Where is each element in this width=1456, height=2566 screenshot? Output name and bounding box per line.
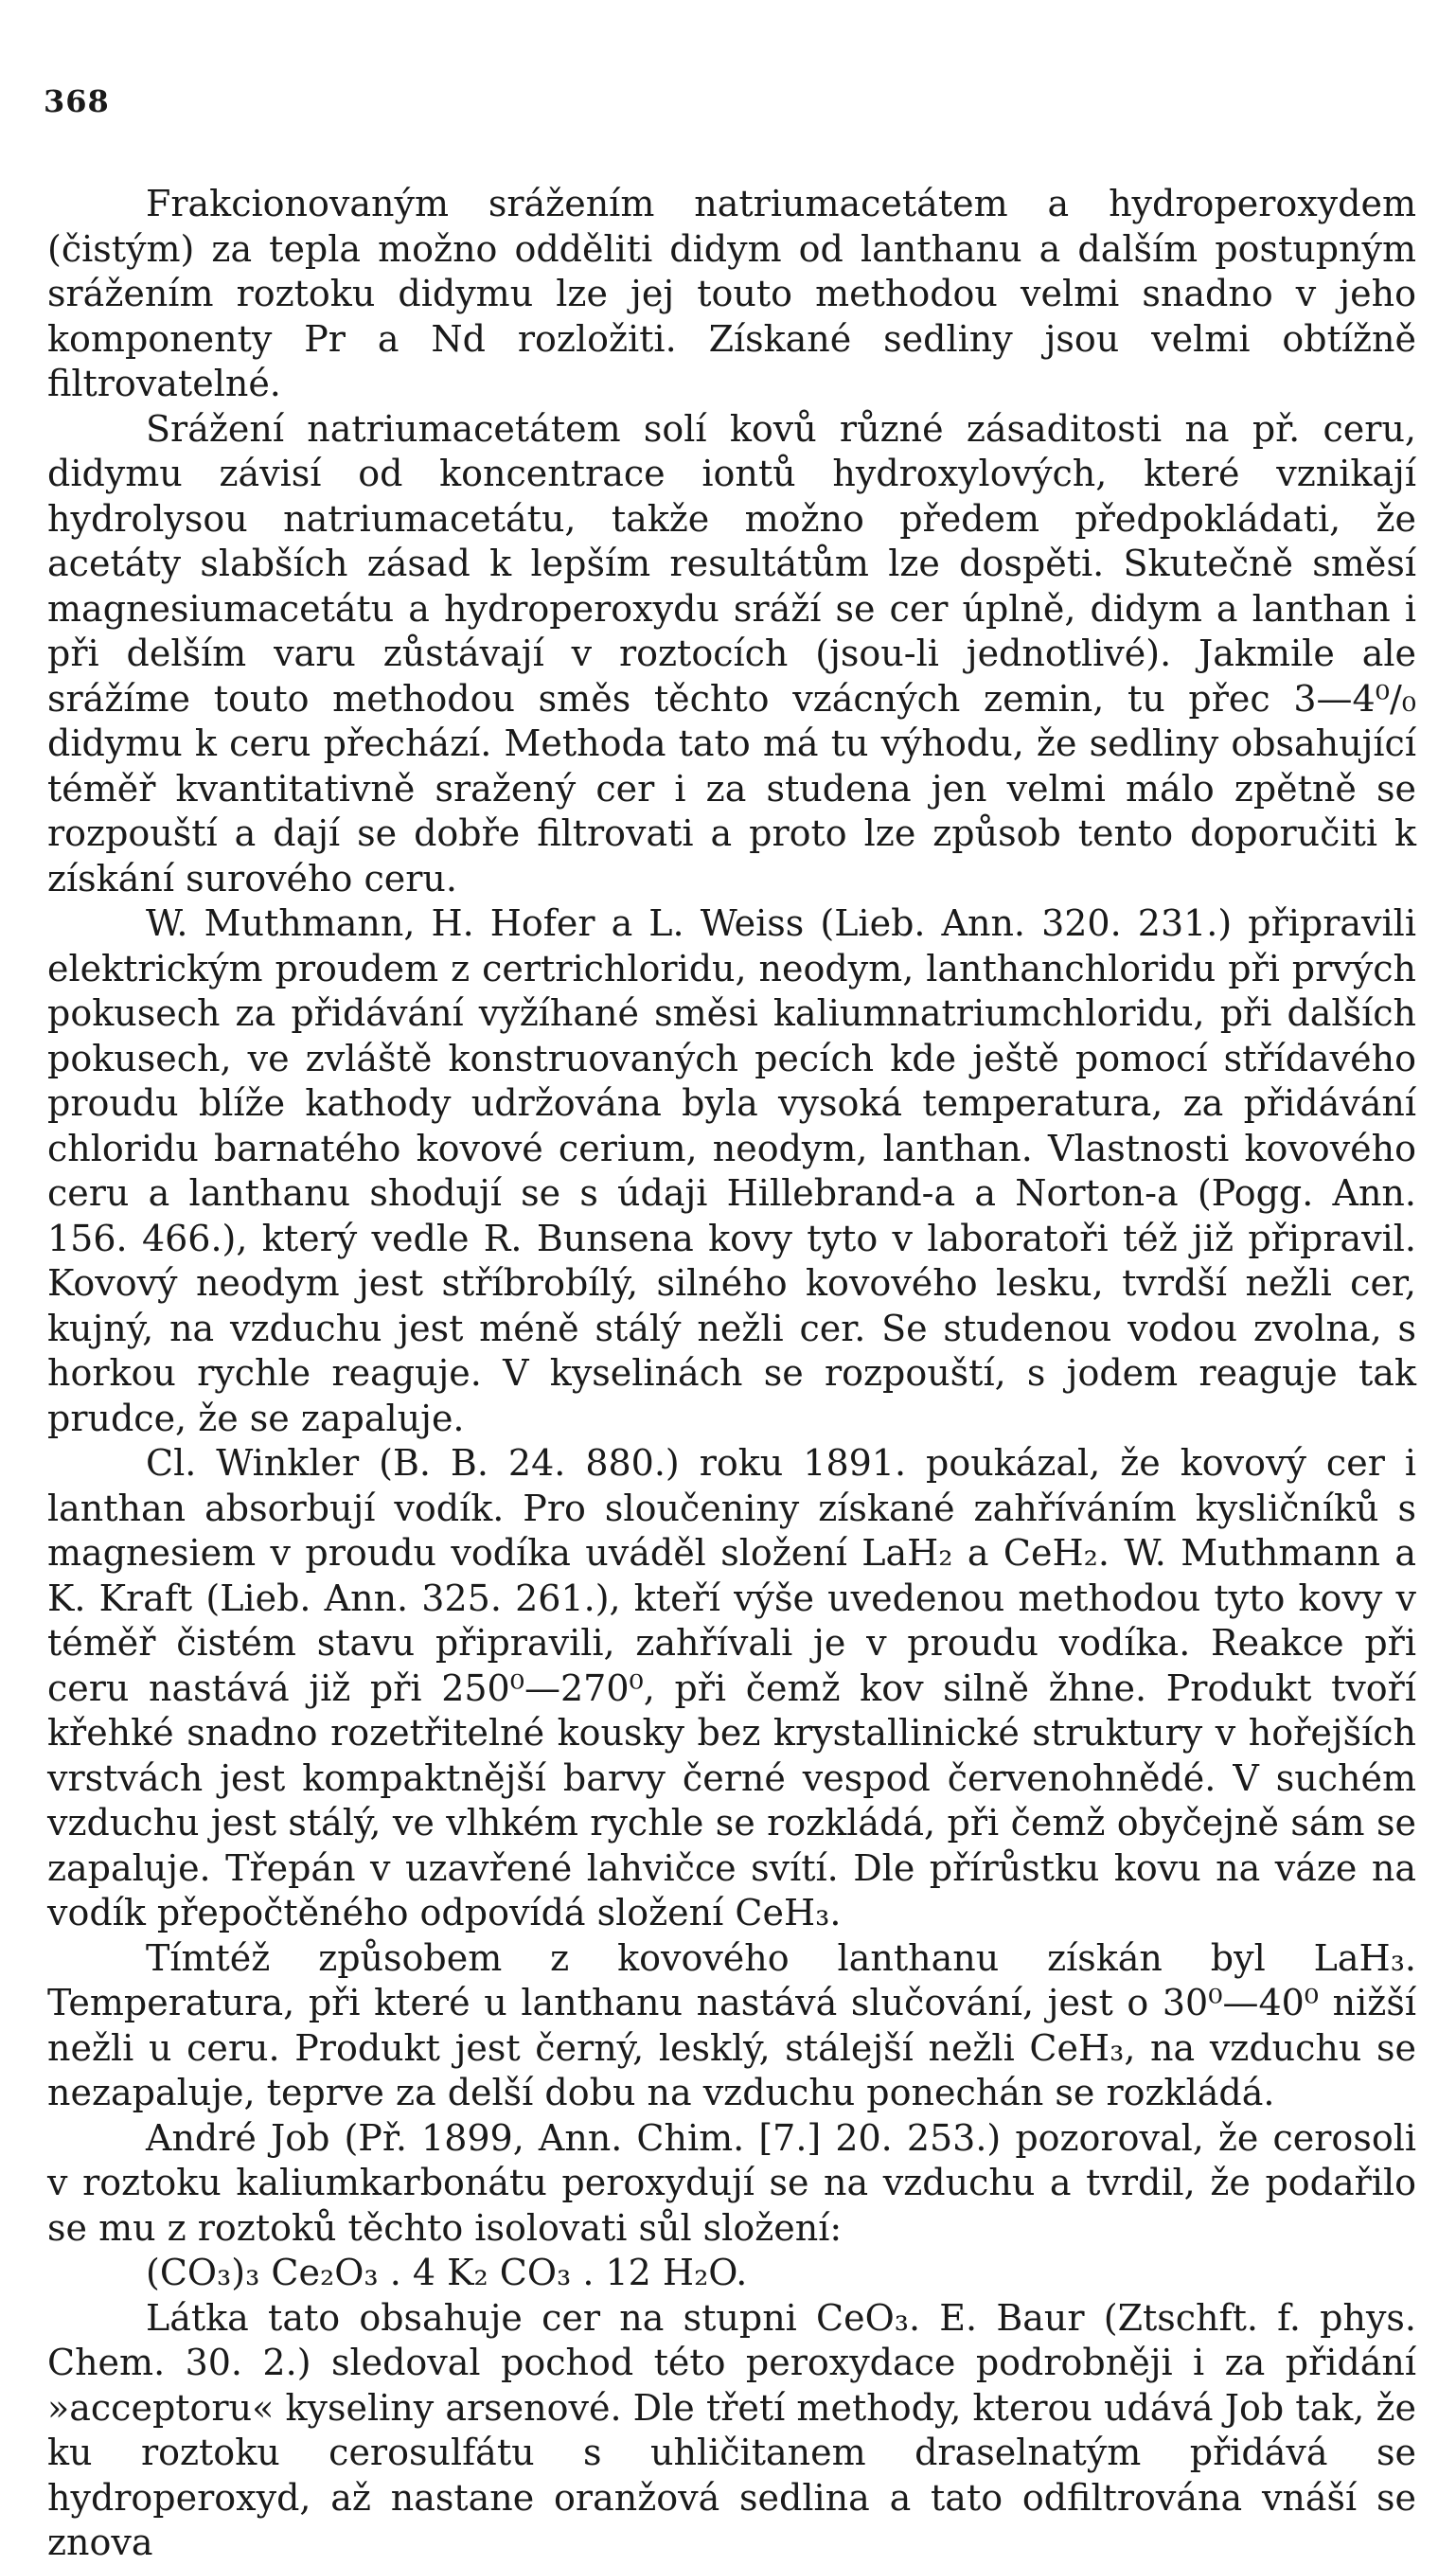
chemical-formula: (CO₃)₃ Ce₂O₃ . 4 K₂ CO₃ . 12 H₂O. bbox=[146, 2252, 748, 2293]
paragraph-6: André Job (Př. 1899, Ann. Chim. [7.] 20. 253.) pozoroval, že cerosoli v roztoku kaliumkarbonátu peroxydují se na vzduchu a tvrdil, že podařilo se mu z roztoků těchto isolovati sůl složení: bbox=[47, 2116, 1416, 2249]
paragraph-1: Frakcionovaným srážením natriumacetátem a hydroperoxydem (čistým) za tepla možno odděliti didym od lanthanu a dalším postupným srážením roztoku didymu lze jej touto methodou velmi snadno v jeho komponenty Pr a Nd rozložiti. Získané sedliny jsou velmi obtížně filtrovatelné. bbox=[47, 183, 1416, 404]
paragraph-5: Tímtéž způsobem z kovového lanthanu získán byl LaH₃. Temperatura, při které u lanthanu nastává slučování, jest o 30⁰—40⁰ nižší nežli u ceru. Produkt jest černý, lesklý, stálejší nežli CeH₃, na vzduchu se nezapaluje, teprve za delší dobu na vzduchu ponechán se rozkládá. bbox=[47, 1936, 1416, 2113]
paragraph-2: Srážení natriumacetátem solí kovů různé zásaditosti na př. ceru, didymu závisí od koncentrace iontů hydroxylových, které vznikají hydrolysou natriumacetátu, takže možno předem předpokládati, že acetáty slabších zásad k lepším resultátům lze dospěti. Skutečně směsí magnesiumacetátu a hydroperoxydu sráží se cer úplně, didym a lanthan i při delším varu zůstávají v roztocích (jsou-li jednotlivé). Jakmile ale srážíme touto methodou směs těchto vzácných zemin, tu přec 3—4⁰/₀ didymu k ceru přechází. Methoda tato má tu výhodu, že sedliny obsahující téměř kvantitativně sražený cer i za studena jen velmi málo zpětně se rozpouští a dají se dobře filtrovati a proto lze způsob tento doporučiti k získání surového ceru. bbox=[47, 407, 1416, 900]
page-number: 368 bbox=[44, 83, 110, 119]
body-text bbox=[47, 182, 1416, 2566]
paragraph-4: Cl. Winkler (B. B. 24. 880.) roku 1891. poukázal, že kovový cer i lanthan absorbují vodík. Pro sloučeniny získané zahříváním kysličníků s magnesiem v proudu vodíka uváděl složení LaH₂ a CeH₂. W. Muthmann a K. Kraft (Lieb. Ann. 325. 261.), kteří výše uvedenou methodou tyto kovy v téměř čistém stavu připravili, zahřívali je v proudu vodíka. Reakce při ceru nastává již při 250⁰—270⁰, při čemž kov silně žhne. Produkt tvoří křehké snadno rozetřitelné kousky bez krystallinické struktury v hořejších vrstvách jest kompaktnější barvy černé vespod červenohnědé. V suchém vzduchu jest stálý, ve vlhkém rychle se rozkládá, při čemž obyčejně sám se zapaluje. Třepán v uzavřené lahvičce svítí. Dle přírůstku kovu na váze na vodík přepočtěného odpovídá složení CeH₃. bbox=[47, 1442, 1416, 1933]
paragraph-3: W. Muthmann, H. Hofer a L. Weiss (Lieb. Ann. 320. 231.) připravili elektrickým proudem z certrichloridu, neodym, lanthanchloridu při prvých pokusech za přidávání vyžíhané směsi kaliumnatriumchloridu, při dalších pokusech, ve zvláště konstruovaných pecích kde ještě pomocí střídavého proudu blíže kathody udržována byla vysoká temperatura, za přidávání chloridu barnatého kovové cerium, neodym, lanthan. Vlastnosti kovového ceru a lanthanu shodují se s údaji Hillebrand-a a Norton-a (Pogg. Ann. 156. 466.), který vedle R. Bunsena kovy tyto v laboratoři též již připravil. Kovový neodym jest stříbrobílý, silného kovového lesku, tvrdší nežli cer, kujný, na vzduchu jest méně stálý nežli cer. Se studenou vodou zvolna, s horkou rychle reaguje. V kyselinách se rozpouští, s jodem reaguje tak prudce, že se zapaluje. bbox=[47, 902, 1416, 1439]
paragraph-7: Látka tato obsahuje cer na stupni CeO₃. E. Baur (Ztschft. f. phys. Chem. 30. 2.) sledoval pochod této peroxydace podrobněji i za přidání »acceptoru« kyseliny arsenové. Dle třetí methody, kterou udává Job tak, že ku roztoku cerosulfátu s uhličitanem draselnatým přidává se hydroperoxyd, až nastane oranžová sedlina a tato odfiltrována vnáší se znova bbox=[47, 2296, 1416, 2563]
